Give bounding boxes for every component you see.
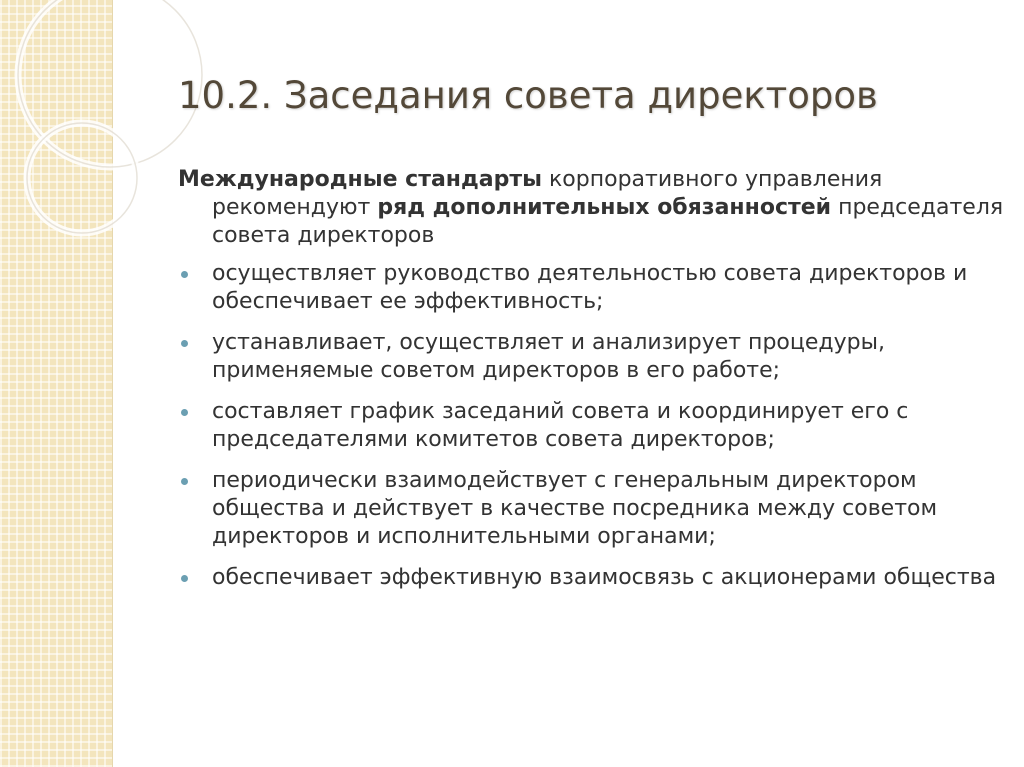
list-item-text: составляет график заседаний совета и координирует его с председателями комитетов совета директоров; — [212, 399, 909, 452]
bullet-dot-icon — [181, 271, 188, 278]
list-item — [178, 398, 1008, 454]
bullet-dot-icon — [181, 575, 188, 582]
bullet-dot-icon — [181, 478, 188, 485]
bullet-dot-icon — [181, 340, 188, 347]
intro-bold-duties: ряд дополнительных обязанностей — [377, 195, 832, 220]
intro-bold-standards: Международные стандарты — [178, 167, 543, 192]
slide-title: 10.2. Заседания совета директоров — [178, 74, 878, 117]
list-item — [178, 260, 1008, 316]
list-item-text: осуществляет руководство деятельностью совета директоров и обеспечивает ее эффективность; — [212, 261, 968, 314]
intro-text-recommend: корпоративного управления рекомендуют — [212, 167, 883, 220]
list-item — [178, 467, 1008, 551]
list-item — [178, 329, 1008, 385]
duties-list — [178, 260, 1008, 592]
slide-content — [178, 166, 1008, 605]
list-item-text: периодически взаимодействует с генеральным директором общества и действует в качестве посредника между советом директоров и исполнительными органами; — [212, 468, 938, 549]
list-item — [178, 564, 1008, 592]
list-item-text: устанавливает, осуществляет и анализирует процедуры, применяемые советом директоров в его работе; — [212, 330, 885, 383]
bullet-dot-icon — [181, 409, 188, 416]
list-item-text: обеспечивает эффективную взаимосвязь с акционерами общества — [212, 565, 997, 590]
intro-text-chairman: председателя совета директоров — [212, 195, 1004, 248]
intro-paragraph — [178, 166, 1008, 250]
